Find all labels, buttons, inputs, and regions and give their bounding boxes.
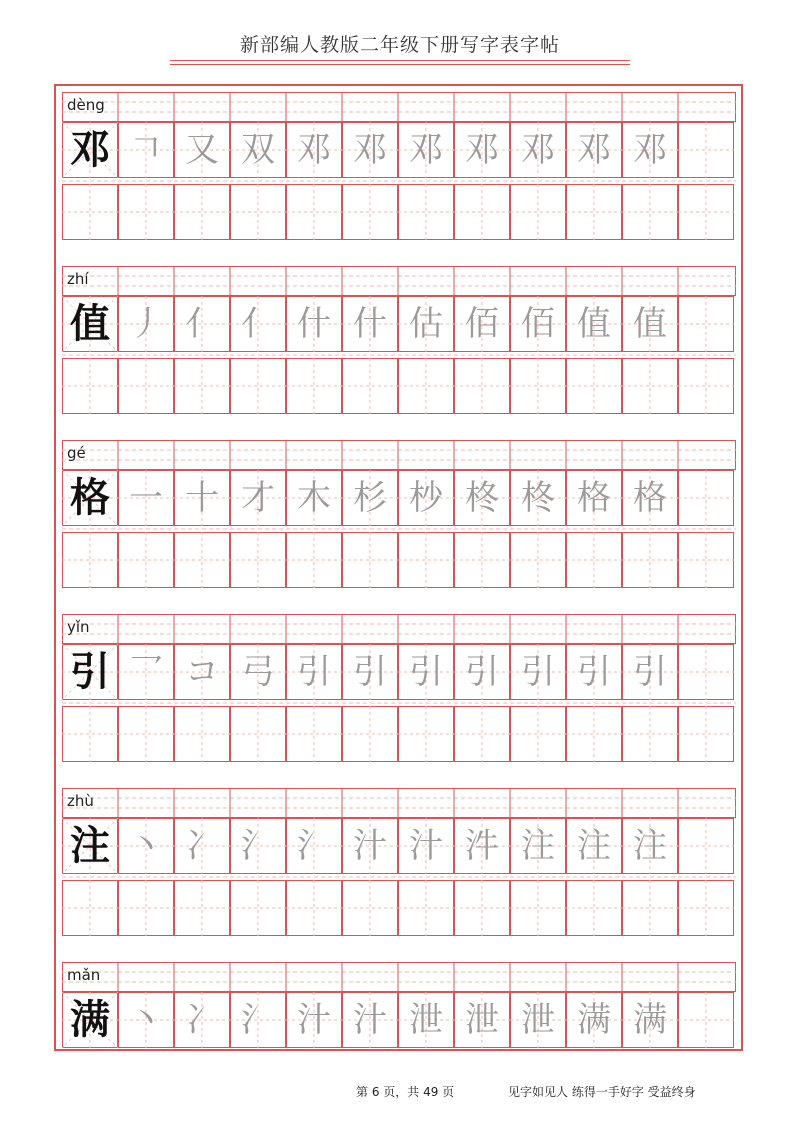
trace-cell[interactable] [230,818,286,874]
char-group [62,92,736,238]
practice-cell[interactable] [342,358,398,414]
trace-cell[interactable] [566,470,622,526]
title-rule-bottom [170,64,630,65]
practice-cell[interactable] [566,706,622,762]
stroke-step: 邓 [577,130,611,170]
practice-cell[interactable] [230,184,286,240]
trace-cell[interactable] [286,818,342,874]
stroke-step: 引 [633,652,667,692]
stroke-step: 邓 [521,130,555,170]
trace-cell[interactable] [174,122,230,178]
trace-cell[interactable] [118,644,174,700]
model-cell[interactable] [62,122,118,178]
stroke-step: 值 [577,304,611,344]
stroke-step: 值 [633,304,667,344]
page-number: 第 6 页，共 49 页 [356,1085,455,1099]
stroke-step: 杪 [409,478,443,518]
practice-cell[interactable] [566,532,622,588]
stroke-step: 什 [297,304,331,344]
pinyin-band [62,788,736,818]
trace-cell[interactable] [398,122,454,178]
trace-cell[interactable] [398,470,454,526]
practice-cell[interactable] [286,532,342,588]
stroke-step: 丶 [129,1000,163,1040]
practice-cell[interactable] [118,532,174,588]
model-character: 满 [70,996,110,1043]
stroke-step: 汼 [465,826,499,866]
trace-cell[interactable] [454,644,510,700]
pinyin-label: dèng [67,96,105,114]
char-group [62,788,736,934]
stroke-step: 双 [241,130,275,170]
stroke-step: 汁 [297,1000,331,1040]
practice-cell[interactable] [566,184,622,240]
stroke-step: 佰 [465,304,499,344]
trace-cell[interactable] [286,470,342,526]
trace-cell[interactable] [622,470,678,526]
stroke-step: 估 [409,304,443,344]
stroke-step: 什 [353,304,387,344]
practice-cell[interactable] [510,880,566,936]
stroke-step: 泄 [521,1000,555,1040]
practice-cell[interactable] [174,532,230,588]
stroke-step: 氵 [241,826,275,866]
trace-cell[interactable] [510,644,566,700]
stroke-step: 邓 [353,130,387,170]
practice-cell[interactable] [286,358,342,414]
practice-cell[interactable] [622,706,678,762]
trace-cell[interactable] [342,818,398,874]
practice-cell[interactable] [566,358,622,414]
practice-cell[interactable] [566,880,622,936]
pinyin-band [62,92,736,122]
trace-cell[interactable] [174,470,230,526]
practice-cell[interactable] [118,706,174,762]
stroke-step: 引 [353,652,387,692]
practice-cell[interactable] [286,184,342,240]
stroke-step: 注 [577,826,611,866]
pinyin-band [62,440,736,470]
trace-cell[interactable] [398,818,454,874]
trace-cell[interactable] [566,296,622,352]
stroke-step: 引 [297,652,331,692]
practice-cell[interactable] [62,532,118,588]
char-group [62,440,736,586]
pinyin-label: yǐn [67,618,90,636]
stroke-step: 泄 [409,1000,443,1040]
trace-cell[interactable] [454,818,510,874]
trace-cell[interactable] [622,818,678,874]
page-title: 新部编人教版二年级下册写字表字帖 [239,34,560,56]
model-cell[interactable] [62,818,118,874]
practice-cell[interactable] [510,184,566,240]
trace-cell[interactable] [398,644,454,700]
model-character: 邓 [70,126,110,173]
trace-cell[interactable] [118,992,174,1048]
practice-cell[interactable] [454,358,510,414]
model-cell[interactable] [62,470,118,526]
practice-cell[interactable] [678,358,734,414]
stroke-step: 引 [577,652,611,692]
trace-cell[interactable] [566,818,622,874]
stroke-step: 丶 [129,826,163,866]
stroke-step: 弓 [241,652,275,692]
stroke-step: 杉 [353,478,387,518]
trace-cell[interactable] [510,992,566,1048]
trace-cell[interactable] [454,470,510,526]
trace-cell[interactable] [678,644,734,700]
practice-cell[interactable] [62,880,118,936]
pinyin-band [62,266,736,296]
trace-cell[interactable] [622,644,678,700]
trace-cell[interactable] [342,644,398,700]
practice-cell[interactable] [398,358,454,414]
stroke-step: 满 [633,1000,667,1040]
trace-cell[interactable] [174,818,230,874]
trace-cell[interactable] [678,122,734,178]
trace-cell[interactable] [678,296,734,352]
pinyin-label: mǎn [67,966,101,984]
stroke-step: 氵 [297,826,331,866]
practice-cell[interactable] [678,532,734,588]
practice-cell[interactable] [286,880,342,936]
practice-cell[interactable] [510,358,566,414]
practice-cell[interactable] [62,358,118,414]
trace-cell[interactable] [174,644,230,700]
trace-cell[interactable] [622,296,678,352]
trace-cell[interactable] [678,818,734,874]
model-cell[interactable] [62,992,118,1048]
pinyin-band [62,962,736,992]
stroke-step: 泄 [465,1000,499,1040]
stroke-step: 氵 [241,1000,275,1040]
stroke-step: コ [185,652,219,692]
stroke-step: 格 [577,478,611,518]
practice-cell[interactable] [62,706,118,762]
pinyin-label: zhù [67,792,94,810]
practice-cell[interactable] [510,706,566,762]
trace-cell[interactable] [510,296,566,352]
model-character: 值 [70,300,110,347]
practice-cell[interactable] [230,358,286,414]
trace-cell[interactable] [510,470,566,526]
char-group [62,614,736,760]
trace-cell[interactable] [678,470,734,526]
practice-cell[interactable] [454,706,510,762]
trace-cell[interactable] [454,122,510,178]
practice-cell[interactable] [398,706,454,762]
char-group [62,266,736,412]
stroke-step: 才 [241,478,275,518]
practice-cell[interactable] [230,706,286,762]
trace-cell[interactable] [286,644,342,700]
practice-cell[interactable] [510,532,566,588]
stroke-step: 柊 [521,478,555,518]
trace-cell[interactable] [342,122,398,178]
stroke-step: 十 [185,478,219,518]
stroke-step: 满 [577,1000,611,1040]
stroke-step: 冫 [185,1000,219,1040]
stroke-step: 汁 [409,826,443,866]
trace-cell[interactable] [342,992,398,1048]
stroke-step: 注 [521,826,555,866]
trace-cell[interactable] [398,296,454,352]
trace-cell[interactable] [230,122,286,178]
trace-cell[interactable] [118,296,174,352]
trace-cell[interactable] [342,296,398,352]
title-rule-top [170,60,630,61]
stroke-step: 引 [409,652,443,692]
stroke-step: 又 [185,130,219,170]
stroke-step: 一 [129,478,163,518]
trace-cell[interactable] [398,992,454,1048]
practice-cell[interactable] [286,706,342,762]
practice-cell[interactable] [174,706,230,762]
practice-cell[interactable] [342,706,398,762]
pinyin-band [62,614,736,644]
trace-cell[interactable] [566,992,622,1048]
practice-cell[interactable] [678,184,734,240]
practice-cell[interactable] [622,358,678,414]
stroke-step: 邓 [465,130,499,170]
stroke-step: 注 [633,826,667,866]
model-cell[interactable] [62,296,118,352]
practice-cell[interactable] [118,880,174,936]
practice-cell[interactable] [622,184,678,240]
pinyin-label: gé [67,444,86,462]
practice-cell[interactable] [342,532,398,588]
trace-cell[interactable] [230,992,286,1048]
practice-cell[interactable] [398,184,454,240]
practice-cell[interactable] [454,184,510,240]
trace-cell[interactable] [678,992,734,1048]
practice-cell[interactable] [454,532,510,588]
practice-cell[interactable] [678,706,734,762]
pinyin-label: zhí [67,270,89,288]
stroke-step: 汁 [353,826,387,866]
practice-cell[interactable] [230,880,286,936]
practice-cell[interactable] [174,184,230,240]
practice-cell[interactable] [174,880,230,936]
trace-cell[interactable] [286,992,342,1048]
trace-cell[interactable] [622,122,678,178]
trace-cell[interactable] [230,296,286,352]
trace-cell[interactable] [286,122,342,178]
model-character: 格 [70,474,110,521]
practice-cell[interactable] [118,184,174,240]
stroke-step: 乛 [129,652,163,692]
trace-cell[interactable] [118,470,174,526]
practice-cell[interactable] [118,358,174,414]
trace-cell[interactable] [622,992,678,1048]
trace-cell[interactable] [342,470,398,526]
practice-cell[interactable] [622,532,678,588]
practice-cell[interactable] [622,880,678,936]
stroke-step: 亻 [185,304,219,344]
trace-cell[interactable] [566,122,622,178]
stroke-step: 亻 [241,304,275,344]
trace-cell[interactable] [454,992,510,1048]
practice-cell[interactable] [62,184,118,240]
trace-cell[interactable] [510,122,566,178]
trace-cell[interactable] [174,296,230,352]
stroke-step: 格 [633,478,667,518]
trace-cell[interactable] [510,818,566,874]
practice-cell[interactable] [342,184,398,240]
model-cell[interactable] [62,644,118,700]
trace-cell[interactable] [118,122,174,178]
trace-cell[interactable] [454,296,510,352]
stroke-step: 佰 [521,304,555,344]
model-character: 注 [70,822,110,869]
trace-cell[interactable] [286,296,342,352]
stroke-step: 汁 [353,1000,387,1040]
practice-cell[interactable] [174,358,230,414]
practice-cell[interactable] [454,880,510,936]
trace-cell[interactable] [118,818,174,874]
stroke-step: 引 [465,652,499,692]
trace-cell[interactable] [230,470,286,526]
trace-cell[interactable] [230,644,286,700]
practice-cell[interactable] [398,532,454,588]
stroke-step: 引 [521,652,555,692]
trace-cell[interactable] [174,992,230,1048]
stroke-step: 邓 [409,130,443,170]
stroke-step: 冫 [185,826,219,866]
stroke-step: 木 [297,478,331,518]
motto: 见字如见人 练得一手好字 受益终身 [508,1085,696,1099]
stroke-step: 邓 [633,130,667,170]
practice-cell[interactable] [678,880,734,936]
stroke-step: 柊 [465,478,499,518]
practice-cell[interactable] [398,880,454,936]
stroke-step: 邓 [297,130,331,170]
stroke-step: 丿 [129,304,163,344]
stroke-step: 𠃍 [129,130,163,170]
trace-cell[interactable] [566,644,622,700]
model-character: 引 [70,648,110,695]
practice-cell[interactable] [342,880,398,936]
practice-cell[interactable] [230,532,286,588]
